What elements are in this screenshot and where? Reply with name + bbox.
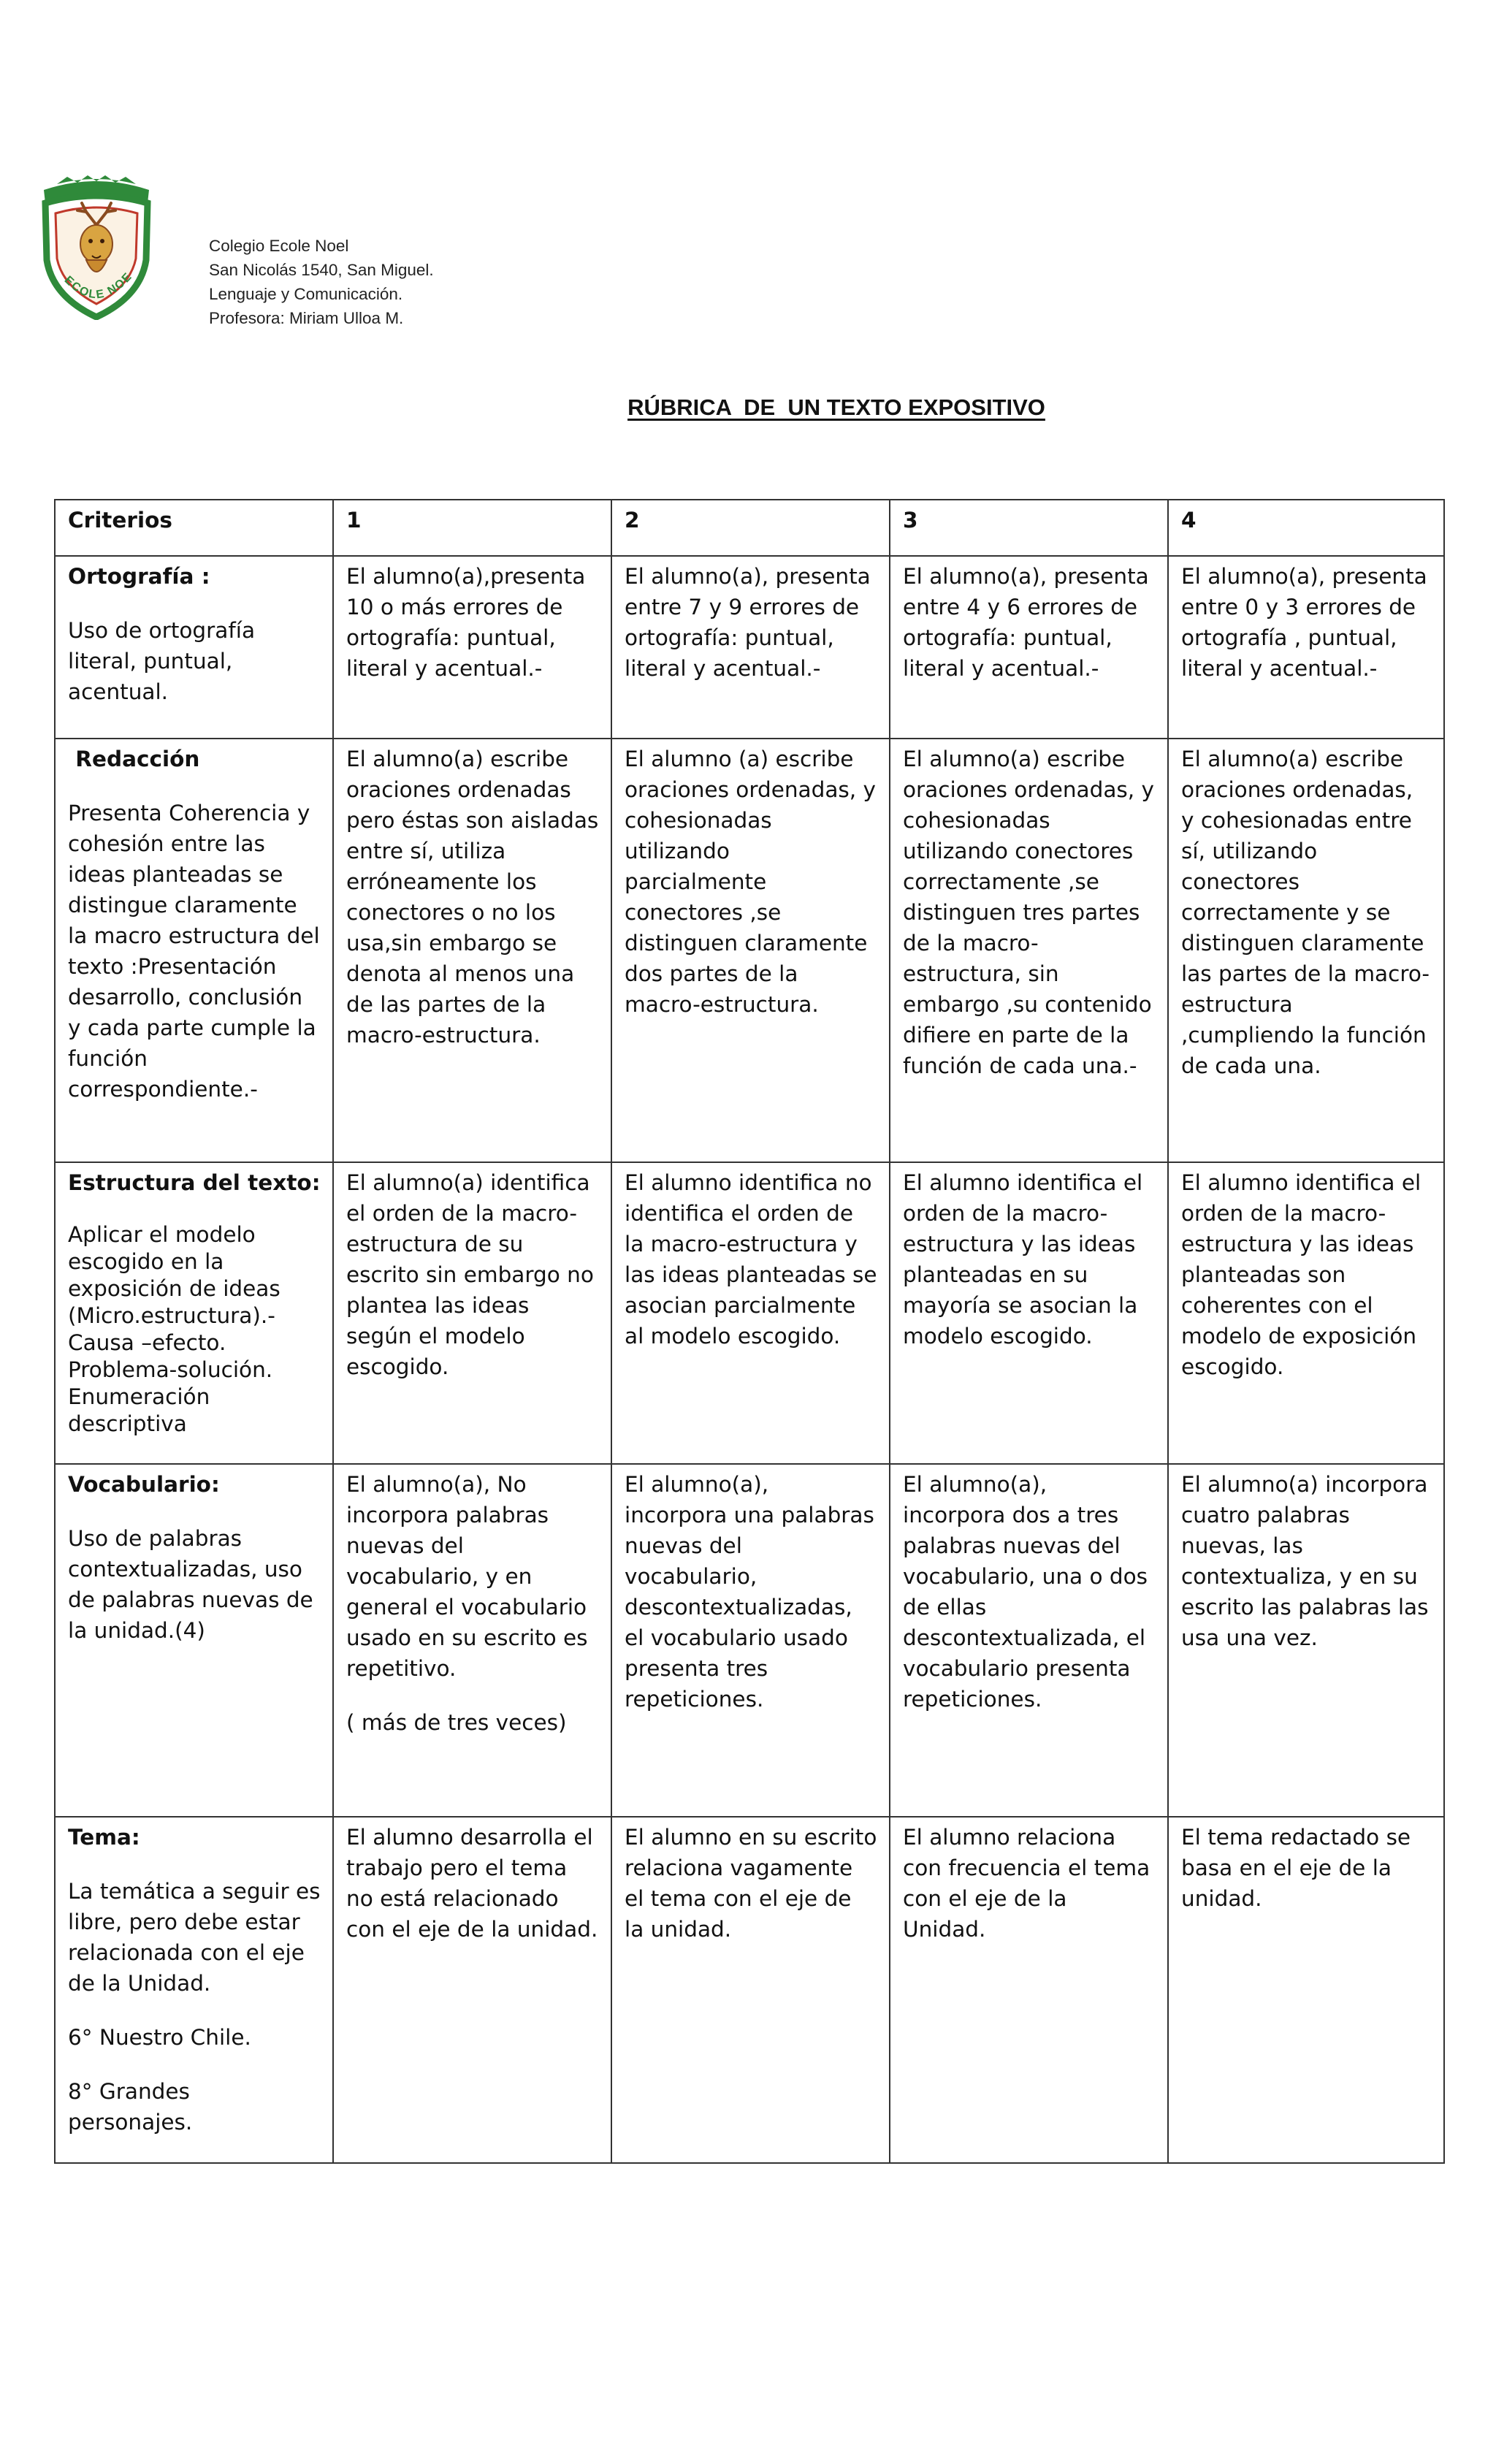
- rubric-row-estructura: [55, 1162, 1444, 1464]
- level-description: El alumno(a), incorpora una palabras nuevas del vocabulario, descontextualizadas, el vocabulario usado presenta tres repeticiones.: [625, 1472, 874, 1712]
- rubric-row-vocabulario: [55, 1464, 1444, 1817]
- level-description: El alumno(a),presenta 10 o más errores de ortografía: puntual, literal y acentual.-: [346, 564, 586, 681]
- level-3-cell: [890, 1162, 1168, 1464]
- criterion-description: Uso de palabras contextualizadas, uso de palabras nuevas de la unidad.(4): [68, 1526, 313, 1643]
- level-description: El alumno(a) escribe oraciones ordenadas pero éstas son aisladas entre sí, utiliza erróneamente los conectores o no los usa,sin embargo se denota al menos una de las partes de la macro-estructura.: [346, 747, 599, 1048]
- school-name: Colegio Ecole Noel: [209, 237, 349, 255]
- criterion-description: Uso de ortografía literal, puntual, acentual.: [68, 618, 256, 704]
- level-3-cell: [890, 1464, 1168, 1817]
- criterion-cell: [55, 1817, 333, 2163]
- rubric-row-tema: [55, 1817, 1444, 2163]
- level-description: El alumno identifica no identifica el orden de la macro-estructura y las ideas planteadas se asocian parcialmente al modelo escogido.: [625, 1170, 877, 1349]
- level-2-cell: [611, 1162, 890, 1464]
- level-3-cell: [890, 1817, 1168, 2163]
- header-level-1: 1: [333, 500, 611, 556]
- level-description: El alumno(a), incorpora dos a tres palabras nuevas del vocabulario, una o dos de ellas descontextualizada, el vocabulario presenta repeticiones.: [903, 1472, 1148, 1712]
- level-1-cell: [333, 556, 611, 739]
- rubric-table: [54, 499, 1445, 2164]
- criterion-cell: [55, 1464, 333, 1817]
- level-4-cell: [1168, 1817, 1444, 2163]
- level-1-cell: [333, 1817, 611, 2163]
- criterion-cell: [55, 556, 333, 739]
- level-description: El alumno relaciona con frecuencia el tema con el eje de la Unidad.: [903, 1825, 1150, 1942]
- criterion-title: Vocabulario:: [68, 1472, 220, 1497]
- level-description: El alumno (a) escribe oraciones ordenadas, y cohesionadas utilizando parcialmente conectores ,se distinguen claramente dos partes de la macro-estructura.: [625, 747, 877, 1017]
- school-subject: Lenguaje y Comunicación.: [209, 285, 403, 303]
- level-4-cell: [1168, 556, 1444, 739]
- svg-text:ECOLE NOEL: ECOLE NOE: [61, 270, 135, 302]
- level-4-cell: [1168, 739, 1444, 1162]
- school-info: [209, 234, 434, 330]
- header-level-4: 4: [1168, 500, 1444, 556]
- level-description: El alumno(a) identifica el orden de la macro-estructura de su escrito sin embargo no plantea las ideas según el modelo escogido.: [346, 1170, 594, 1379]
- level-description: El alumno(a), presenta entre 4 y 6 errores de ortografía: puntual, literal y acentual.-: [903, 564, 1149, 681]
- level-2-cell: [611, 1464, 890, 1817]
- criterion-note: 8° Grandes personajes.: [68, 2079, 193, 2135]
- level-3-cell: [890, 556, 1168, 739]
- header-level-3: 3: [890, 500, 1168, 556]
- level-description: El tema redactado se basa en el eje de la unidad.: [1181, 1825, 1411, 1911]
- rubric-header-row: [55, 500, 1444, 556]
- level-3-cell: [890, 739, 1168, 1162]
- criterion-title: Ortografía :: [68, 564, 210, 589]
- level-2-cell: [611, 739, 890, 1162]
- level-description: El alumno(a) escribe oraciones ordenadas, y cohesionadas utilizando conectores correctamente ,se distinguen tres partes de la macro-estructura, sin embargo ,su contenido difiere en parte de la función de cada una.-: [903, 747, 1155, 1078]
- level-description: El alumno(a), No incorpora palabras nuevas del vocabulario, y en general el vocabulario usado en su escrito es repetitivo.: [346, 1472, 588, 1681]
- criterion-title: Tema:: [68, 1825, 140, 1850]
- criterion-description: La temática a seguir es libre, pero debe estar relacionada con el eje de la Unidad.: [68, 1879, 321, 1996]
- level-1-cell: [333, 1162, 611, 1464]
- rubric-row-ortografia: [55, 556, 1444, 739]
- level-1-cell: [333, 1464, 611, 1817]
- school-teacher: Profesora: Miriam Ulloa M.: [209, 309, 404, 327]
- level-2-cell: [611, 1817, 890, 2163]
- level-description: El alumno(a), presenta entre 0 y 3 errores de ortografía , puntual, literal y acentual.-: [1181, 564, 1427, 681]
- rubric-row-redaccion: [55, 739, 1444, 1162]
- criterion-note: 6° Nuestro Chile.: [68, 2025, 251, 2050]
- level-description: El alumno en su escrito relaciona vagamente el tema con el eje de la unidad.: [625, 1825, 877, 1942]
- document-title: RÚBRICA DE UN TEXTO EXPOSITIVO: [627, 394, 1045, 420]
- level-2-cell: [611, 556, 890, 739]
- school-address: San Nicolás 1540, San Miguel.: [209, 261, 434, 279]
- level-4-cell: [1168, 1464, 1444, 1817]
- level-description: El alumno(a) incorpora cuatro palabras nuevas, las contextualiza, y en su escrito las palabras las usa una vez.: [1181, 1472, 1429, 1650]
- criterion-cell: [55, 739, 333, 1162]
- criterion-title: Estructura del texto:: [68, 1170, 321, 1195]
- level-note: ( más de tres veces): [346, 1710, 567, 1735]
- criterion-cell: [55, 1162, 333, 1464]
- level-description: El alumno identifica el orden de la macro-estructura y las ideas planteadas son coherentes con el modelo de exposición escogido.: [1181, 1170, 1421, 1379]
- level-description: El alumno identifica el orden de la macro-estructura y las ideas planteadas en su mayoría se asocian la modelo escogido.: [903, 1170, 1143, 1349]
- criterion-description: Presenta Coherencia y cohesión entre las ideas planteadas se distingue claramente la macro estructura del texto :Presentación desarrollo, conclusión y cada parte cumple la función correspondiente.-: [68, 801, 320, 1102]
- school-logo: [38, 174, 155, 320]
- level-4-cell: [1168, 1162, 1444, 1464]
- level-description: El alumno desarrolla el trabajo pero el tema no está relacionado con el eje de la unidad.: [346, 1825, 598, 1942]
- criterion-description: Aplicar el modelo escogido en la exposición de ideas (Micro.estructura).- Causa –efecto. Problema-solución. Enumeración descriptiva: [68, 1222, 280, 1436]
- header-level-2: 2: [611, 500, 890, 556]
- level-description: El alumno(a) escribe oraciones ordenadas, y cohesionadas entre sí, utilizando conectores correctamente y se distinguen claramente las partes de la macro-estructura ,cumpliendo la función de cada una.: [1181, 747, 1430, 1078]
- level-description: El alumno(a), presenta entre 7 y 9 errores de ortografía: puntual, literal y acentual.-: [625, 564, 871, 681]
- header-criterios: Criterios: [55, 500, 333, 556]
- criterion-title: Redacción: [68, 747, 200, 771]
- school-crest-icon: [38, 174, 155, 320]
- level-1-cell: [333, 739, 611, 1162]
